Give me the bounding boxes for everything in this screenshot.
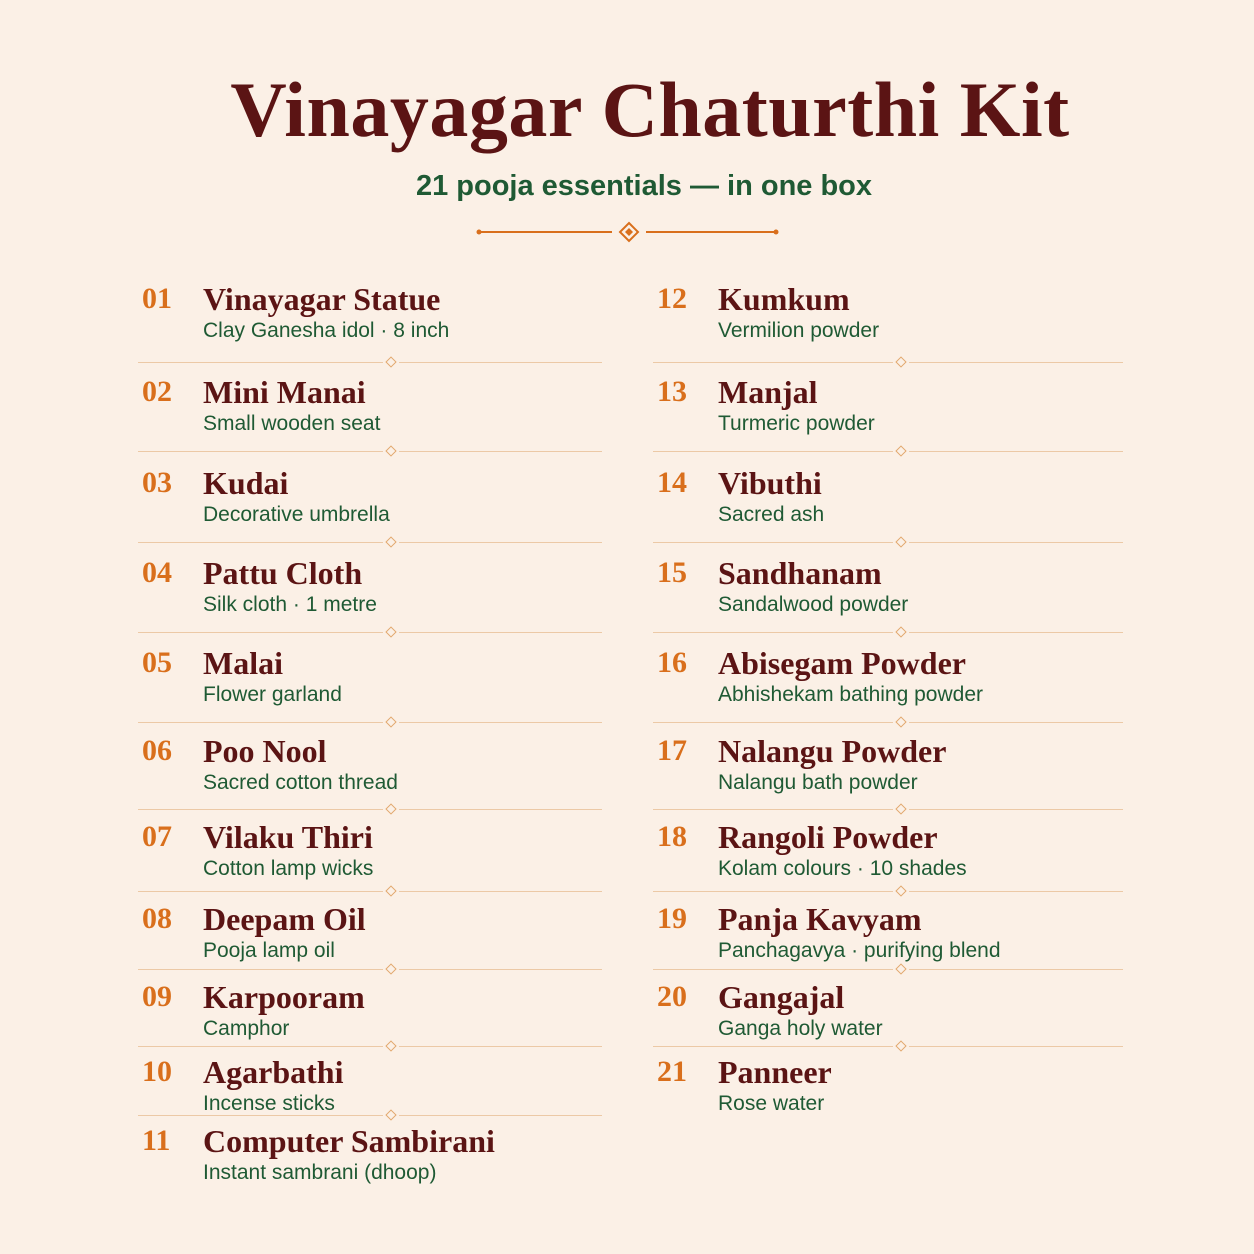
item-separator (653, 1041, 1123, 1053)
item-description: Sandalwood powder (718, 593, 909, 616)
item-name: Vibuthi (718, 465, 822, 501)
item-number: 14 (657, 466, 687, 499)
item-name: Sandhanam (718, 555, 882, 591)
item-name: Pattu Cloth (203, 555, 363, 591)
item-name: Deepam Oil (203, 901, 366, 937)
item-number: 16 (657, 646, 687, 679)
item-separator (138, 717, 602, 729)
item-name: Mini Manai (203, 374, 366, 410)
item-name: Kudai (203, 465, 289, 501)
item-description: Camphor (203, 1017, 290, 1040)
item-number: 08 (142, 902, 172, 935)
separator-diamond-icon (385, 536, 396, 547)
item-description: Turmeric powder (718, 412, 875, 435)
item-separator (138, 804, 602, 816)
item-number: 17 (657, 734, 687, 767)
item-name: Nalangu Powder (718, 733, 947, 769)
item-separator (138, 357, 602, 369)
item-description: Flower garland (203, 683, 342, 706)
item-number: 20 (657, 980, 687, 1013)
item-name: Computer Sambirani (203, 1123, 495, 1159)
item-description: Cotton lamp wicks (203, 857, 374, 880)
item-name: Panja Kavyam (718, 901, 922, 937)
separator-diamond-icon (385, 885, 396, 896)
item-separator (138, 627, 602, 639)
item-description: Panchagavya · purifying blend (718, 939, 1001, 962)
item-name: Karpooram (203, 979, 365, 1015)
separator-diamond-icon (895, 536, 906, 547)
item-name: Manjal (718, 374, 818, 410)
item-separator (138, 446, 602, 458)
separator-diamond-icon (895, 803, 906, 814)
divider-ornament (474, 220, 782, 244)
item-description: Clay Ganesha idol · 8 inch (203, 319, 450, 342)
item-number: 06 (142, 734, 172, 767)
item-description: Abhishekam bathing powder (718, 683, 984, 706)
separator-diamond-icon (385, 963, 396, 974)
item-name: Panneer (718, 1054, 832, 1090)
item-description: Ganga holy water (718, 1017, 883, 1040)
item-name: Kumkum (718, 281, 850, 317)
item-number: 04 (142, 556, 172, 589)
item-description: Sacred ash (718, 503, 825, 526)
item-description: Incense sticks (203, 1092, 335, 1115)
separator-diamond-icon (385, 626, 396, 637)
item-number: 12 (657, 282, 687, 315)
item-name: Rangoli Powder (718, 819, 938, 855)
item-number: 01 (142, 282, 172, 315)
item-name: Vilaku Thiri (203, 819, 373, 855)
item-separator (653, 804, 1123, 816)
item-description: Silk cloth · 1 metre (203, 593, 377, 616)
separator-diamond-icon (895, 626, 906, 637)
item-number: 07 (142, 820, 172, 853)
page-title: Vinayagar Chaturthi Kit (230, 66, 1070, 153)
separator-diamond-icon (895, 885, 906, 896)
item-description: Nalangu bath powder (718, 771, 918, 794)
item-separator (653, 446, 1123, 458)
item-separator (138, 537, 602, 549)
item-number: 15 (657, 556, 687, 589)
item-number: 10 (142, 1055, 172, 1088)
item-name: Abisegam Powder (718, 645, 966, 681)
item-separator (653, 627, 1123, 639)
item-separator (653, 886, 1123, 898)
item-number: 19 (657, 902, 687, 935)
item-separator (653, 537, 1123, 549)
separator-diamond-icon (895, 1040, 906, 1051)
item-number: 03 (142, 466, 172, 499)
item-description: Decorative umbrella (203, 503, 390, 526)
item-separator (138, 886, 602, 898)
item-separator (653, 717, 1123, 729)
item-description: Small wooden seat (203, 412, 381, 435)
item-name: Poo Nool (203, 733, 327, 769)
item-separator (138, 964, 602, 976)
item-description: Pooja lamp oil (203, 939, 335, 962)
item-description: Vermilion powder (718, 319, 880, 342)
item-separator (138, 1110, 602, 1122)
item-name: Vinayagar Statue (203, 281, 441, 317)
item-name: Malai (203, 645, 283, 681)
item-name: Gangajal (718, 979, 845, 1015)
page-subtitle: 21 pooja essentials — in one box (415, 170, 873, 202)
item-number: 13 (657, 375, 687, 408)
separator-diamond-icon (385, 445, 396, 456)
item-number: 11 (142, 1124, 171, 1157)
item-name: Agarbathi (203, 1054, 344, 1090)
separator-diamond-icon (385, 803, 396, 814)
item-number: 18 (657, 820, 687, 853)
item-number: 05 (142, 646, 172, 679)
item-number: 09 (142, 980, 172, 1013)
separator-diamond-icon (385, 1109, 396, 1120)
item-number: 02 (142, 375, 172, 408)
item-description: Instant sambrani (dhoop) (203, 1161, 437, 1184)
separator-diamond-icon (385, 1040, 396, 1051)
separator-diamond-icon (895, 356, 906, 367)
separator-diamond-icon (895, 445, 906, 456)
item-separator (138, 1041, 602, 1053)
item-description: Rose water (718, 1092, 825, 1115)
separator-diamond-icon (895, 963, 906, 974)
separator-diamond-icon (895, 716, 906, 727)
item-number: 21 (657, 1055, 687, 1088)
item-separator (653, 964, 1123, 976)
item-separator (653, 357, 1123, 369)
separator-diamond-icon (385, 716, 396, 727)
separator-diamond-icon (385, 356, 396, 367)
item-description: Sacred cotton thread (203, 771, 398, 794)
item-description: Kolam colours · 10 shades (718, 857, 967, 880)
